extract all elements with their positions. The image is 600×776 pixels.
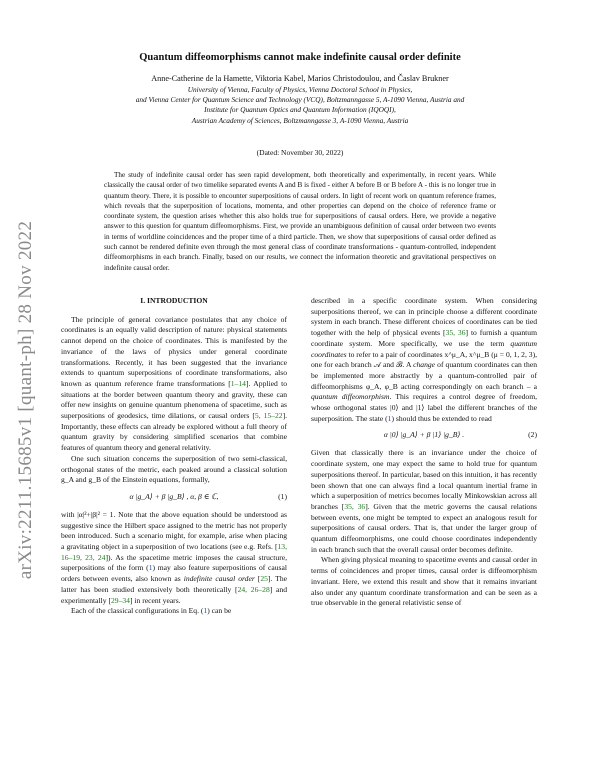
paper-title: Quantum diffeomorphisms cannot make indefinite causal order definite: [139, 52, 461, 63]
equation-2: [311, 430, 537, 442]
left-column: [61, 296, 287, 617]
paragraph: Each of the classical configurations in Eq. (1) can be: [71, 606, 232, 616]
citation-link[interactable]: 35, 36: [445, 328, 466, 338]
equation-ref-link[interactable]: 1: [387, 413, 392, 423]
equation-number: (1): [278, 491, 287, 501]
citation-link[interactable]: 25: [260, 574, 268, 584]
paragraph: One such situation concerns the superposition of two semi-classical, orthogonal states of the metric, each peaked around a classical solution g_A and g_B of the Einstein equations, formally,: [61, 453, 287, 485]
arxiv-id: arXiv:2211.15685v1 [quant-ph] 28 Nov 2022: [15, 220, 36, 580]
citation-link[interactable]: 13, 16–19, 23, 24: [61, 542, 287, 562]
citation-link[interactable]: 1–14: [230, 378, 246, 388]
section-heading: I. INTRODUCTION: [140, 296, 208, 305]
arxiv-stamp: [14, 170, 38, 630]
paragraph: described in a specific coordinate system. When considering superpositions thereof, we can in principle choose a different coordinate system in each branch. These different choices of coordinates can be tied together with the help of physical events [35, 36] to furnish a quantum coordinate system. More specifically, we use the term quantum coordinates to refer to a pair of coordinates x^μ_A, x^μ_B (μ = 0, 1, 2, 3), one for each branch 𝒜 and ℬ. A change of quantum coordinates can then be implemented more abstractly by a quantum-controlled pair of diffeomorphisms φ_A, φ_B acting correspondingly on each branch – a quantum diffeomorphism. This requires a control degree of freedom, whose orthogonal states |0⟩ and |1⟩ label the different branches of the superposition. The state (1) should thus be extended to read: [311, 296, 537, 423]
affiliation-line: Austrian Academy of Sciences, Boltzmanngasse 3, A-1090 Vienna, Austria: [191, 115, 409, 125]
citation-link[interactable]: 24, 26–28: [237, 584, 270, 594]
paragraph: Given that classically there is an invariance under the choice of coordinate system, one may expect the same to hold true for quantum superpositions thereof. In particular, based on this intuition, it has recently been shown that one can always find a local quantum inertial frame in which a superposition of metrics becomes locally Minkowskian across all branches [35, 36]. Given that the metric governs the causal relations between events, one might be tempted to expect an analogous result for superpositions of causal orders. That is, that under the larger group of quantum diffeomorphisms, one could choose coordinates independently in each branch such that the overall causal order becomes definite.: [311, 448, 537, 554]
affiliations: [60, 85, 540, 126]
equation-ref-link[interactable]: 1: [148, 563, 153, 573]
equation-body: α |0⟩ |g_A⟩ + β |1⟩ |g_B⟩ .: [383, 430, 465, 440]
author-list: Anne-Catherine de la Hamette, Viktoria Kabel, Marios Christodoulou, and Časlav Brukner: [151, 74, 449, 83]
paragraph: The principle of general covariance postulates that any choice of coordinates is an equally valid description of nature: physical statements cannot depend on the choice of coordinates. This is manifested by the invariance of the laws of physics under general coordinate transformations. Recently, it has been suggested that the invariance extends to quantum superpositions of coordinate transformations, also known as quantum reference frame transformations [1–14]. Applied to situations at the border between quantum theory and gravity, these can offer new insights on genuine quantum phenomena of spacetime, such as superpositions of geodesics, time dilations, or causal orders [5, 15–22]. Importantly, these effects can already be explored without a full theory of quantum gravity by considering simplified scenarios that combine features of quantum theory and general relativity.: [61, 314, 287, 453]
affiliation-line: Institute for Quantum Optics and Quantum Information (IQOQI),: [204, 105, 396, 115]
equation-ref-link[interactable]: 1: [203, 606, 208, 616]
right-column: [311, 296, 537, 609]
equation-number: (2): [528, 430, 537, 440]
affiliation-line: University of Vienna, Faculty of Physics, Vienna Doctoral School in Physics,: [187, 85, 413, 94]
citation-link[interactable]: 29–34: [110, 595, 130, 605]
citation-link[interactable]: 35, 36: [344, 501, 366, 511]
equation-body: α |g_A⟩ + β |g_B⟩ , α, β ∈ ℂ,: [129, 491, 219, 501]
paragraph: with |α|²+|β|² = 1. Note that the above equation should be understood as suggestive since the Hilbert space assigned to the metric has not properly been introduced. Such a scenario might, for example, arise when placing a gravitating object in a superposition of two locations (see e.g. Refs. [13, 16–19, 23, 24]). As the spacetime metric imposes the causal structure, superpositions of the form (1) may also feature superpositions of causal orders between events, also known as indefinite causal order [25]. The latter has been studied extensively both theoretically [24, 26–28] and experimentally [29–34] in recent years.: [61, 509, 287, 605]
paragraph: When giving physical meaning to spacetime events and causal order in terms of coincidences and proper times, causal order is diffeomorphism invariant. Here, we extend this result and show that it remains invariant also under any quantum coordinate transformation and can be seen as a true observable in the general relativistic sense of: [311, 555, 537, 608]
date-line: (Dated: November 30, 2022): [256, 148, 344, 157]
abstract: The study of indefinite causal order has seen rapid development, both theoretically and experimentally, in recent years. While classically the causal order of two timelike separated events A and B is fixed - either A before B or B before A - this is no longer true in quantum theory. There, it is possible to encounter superpositions of causal orders. In light of recent work on quantum reference frames, which reveals that the superposition of locations, momenta, and other properties can depend on the choice of reference frame or coordinate system, the question arises whether this also holds true for superpositions of causal orders. Here, we provide a negative answer to this question for quantum diffeomorphisms. First, we provide an unambiguous definition of causal order between two events in terms of worldline coincidences and the proper time of a third particle. Then, we show that superpositions of causal order defined as such cannot be rendered definite even through the most general class of coordinate transformations - quantum-controlled, independent diffeomorphisms in each branch. Finally, based on our results, we connect the information theoretic and gravitational perspectives on indefinite causal order.: [104, 171, 496, 272]
equation-1: [61, 492, 287, 504]
affiliation-line: and Vienna Center for Quantum Science and Technology (VCQ), Boltzmanngasse 5, A-1090 Vienna, Austria and: [135, 95, 465, 105]
citation-link[interactable]: 5, 15–22: [254, 411, 283, 421]
